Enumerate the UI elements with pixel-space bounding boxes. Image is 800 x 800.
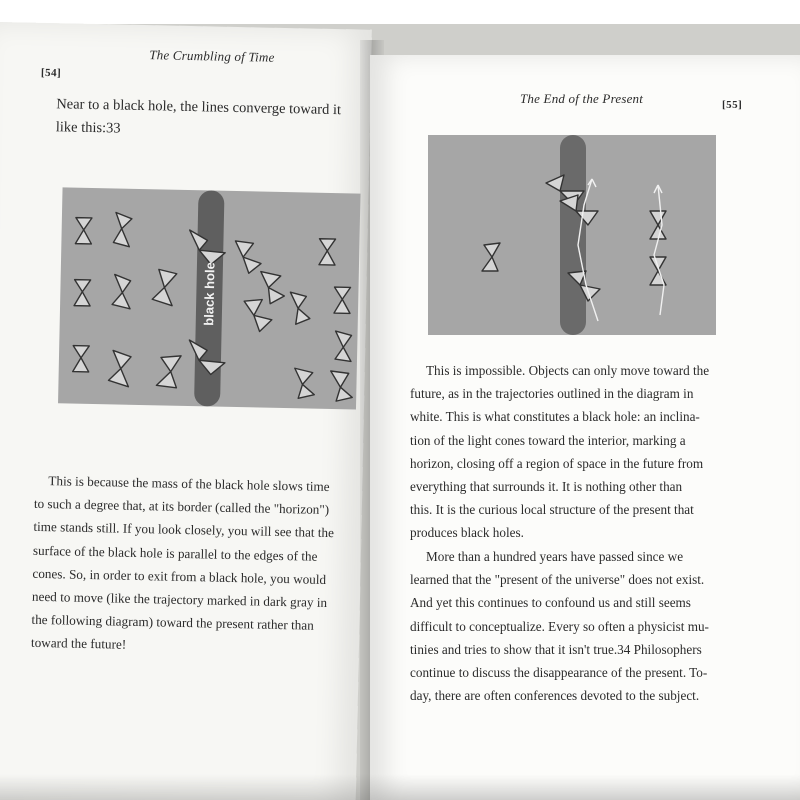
light-cone-icon: [294, 368, 315, 398]
text-line: future, as in the trajectories outlined in the diagram in: [410, 386, 694, 402]
light-cone-icon: [73, 346, 90, 372]
text-line: to such a degree that, at its border (called the "horizon"): [33, 496, 330, 518]
text-line: difficult to conceptualize. Every so often a physicist mu-: [410, 618, 709, 634]
text-line: continue to discuss the disappearance of the present. To-: [410, 665, 708, 681]
light-cone-icon: [235, 241, 262, 274]
light-cones-left: [72, 212, 184, 388]
text-line: surface of the black hole is parallel to the edges of the: [32, 542, 318, 564]
text-line: This is because the mass of the black hole slows time: [48, 473, 330, 495]
table-shadow: [0, 774, 800, 800]
right-body-paragraph-1: [410, 359, 780, 545]
light-cone-icon: [152, 269, 177, 305]
left-page-number: [54]: [40, 66, 62, 80]
black-hole-bar: [560, 135, 586, 335]
light-cone-icon: [113, 212, 132, 246]
text-line: produces black holes.: [410, 525, 524, 541]
light-cones-right: [232, 237, 355, 401]
text-line: time stands still. If you look closely, you will see that the: [33, 519, 335, 541]
light-cone-icon: [335, 331, 352, 361]
left-page: [0, 22, 372, 800]
text-line: need to move (like the trajectory marked in dark gray in: [31, 588, 328, 610]
text-line: this. It is the curious local structure of the present that: [410, 502, 694, 518]
light-cone-icon: [260, 272, 285, 304]
text-line: tion of the light cones toward the interior, marking a: [410, 432, 686, 448]
left-body-paragraph: [31, 469, 355, 661]
text-line: toward the future!: [30, 635, 127, 653]
trajectory-line-outside: [654, 185, 664, 315]
light-cone-icon: [334, 287, 351, 313]
text-line: This is impossible. Objects can only move toward the: [426, 363, 710, 378]
text-line: More than a hundred years have passed since we: [426, 549, 684, 564]
black-hole-light-cone-diagram: [58, 187, 360, 409]
black-hole-trajectory-diagram: [428, 135, 716, 335]
text-line: the following diagram) toward the present rather than: [31, 612, 314, 633]
text-line: white. This is what constitutes a black hole: an inclina-: [410, 409, 700, 425]
background-white-strip: [0, 0, 800, 24]
text-line: everything that surrounds it. It is nothing other than: [410, 479, 683, 495]
text-line: cones. So, in order to exit from a black hole, you would: [32, 565, 327, 587]
light-cone-icon: [290, 292, 311, 324]
light-cone-icon: [112, 274, 131, 308]
right-running-head: The End of the Present: [520, 91, 644, 106]
text-line: horizon, closing off a region of space in the future from: [410, 455, 704, 471]
intro-paragraph: Near to a black hole, the lines converge toward it like this:33: [55, 96, 342, 137]
left-running-head: The Crumbling of Time: [149, 47, 275, 65]
light-cone-icon: [244, 299, 273, 332]
left-intro-text: [56, 93, 357, 146]
text-line: And yet this continues to confound us and still seems: [410, 595, 691, 611]
text-line: day, there are often conferences devoted to the subject.: [410, 688, 700, 704]
light-cone-icon: [482, 243, 500, 271]
light-cone-icon: [650, 257, 666, 285]
text-line: tinies and tries to show that it isn't true.34 Philosophers: [410, 641, 702, 657]
right-body-paragraph-2: [410, 545, 780, 707]
light-cone-icon: [650, 211, 666, 239]
text-line: learned that the "present of the universe" does not exist.: [410, 572, 705, 588]
light-cone-icon: [74, 280, 91, 306]
light-cone-icon: [108, 350, 131, 386]
light-cone-icon: [330, 371, 353, 401]
light-cone-icon: [319, 239, 336, 265]
right-page: [370, 55, 800, 800]
black-hole-label: black hole: [201, 262, 218, 326]
trajectory-diagram-svg: [428, 135, 716, 335]
light-cone-icon: [156, 355, 181, 387]
right-page-number: [55]: [722, 99, 743, 111]
light-cone-icon: [75, 218, 92, 244]
